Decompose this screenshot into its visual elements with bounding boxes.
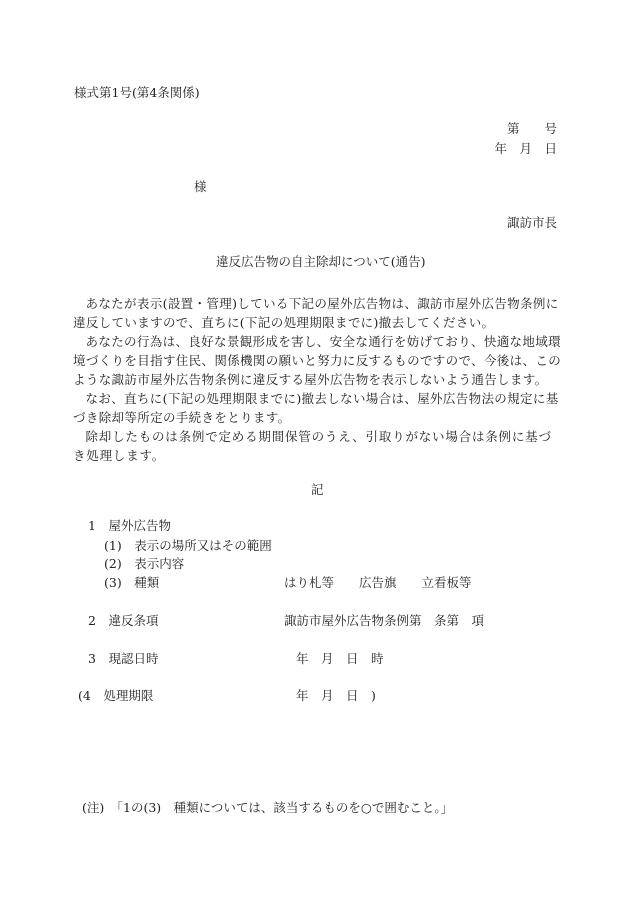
item1-label: 1 屋外広告物 [88, 518, 171, 533]
item2-value: 諏訪市屋外広告物条例第 条第 項 [284, 613, 485, 628]
item4-label: (4 処理期限 [78, 688, 154, 703]
item2-label: 2 違反条項 [88, 613, 159, 628]
form-number: 様式第1号(第4条関係) [74, 85, 200, 100]
document-title: 違反広告物の自主除却について(通告) [216, 254, 426, 269]
document-number: 第 号 [506, 121, 557, 136]
body-text [73, 294, 563, 465]
body-paragraph: あなたの行為は、良好な景観形成を害し、安全な通行を妨げており、快適な地域環境づくりを目指す住民、関係機関の願いと努力に反するものですので、今後は、このような諏訪市屋外広告物条例に違反する屋外広告物を表示しないよう通告します。 [73, 334, 562, 387]
item4-value: 年 月 日 ) [296, 688, 376, 703]
item1-sub3-options: はり札等 広告旗 立看板等 [284, 575, 472, 590]
item1-sub3: (3) 種類 [104, 575, 160, 590]
body-paragraph: なお、直ちに(下記の処理期限までに)撤去しない場合は、屋外広告物法の規定に基づき除却等所定の手続きをとります。 [73, 391, 559, 425]
body-paragraph: 除却したものは条例で定める期間保管のうえ、引取りがない場合は条例に基づき処理します。 [73, 429, 552, 463]
item3-value: 年 月 日 時 [296, 651, 384, 666]
item1-sub2: (2) 表示内容 [104, 556, 185, 571]
ki-heading: 記 [311, 482, 324, 497]
document-date: 年 月 日 [494, 141, 557, 156]
addressee-suffix: 様 [194, 179, 207, 194]
item1-sub1: (1) 表示の場所又はその範囲 [104, 538, 272, 553]
note: (注) 「1の(3) 種類については、該当するものを○で囲むこと。」 [82, 800, 454, 815]
item3-label: 3 現認日時 [88, 651, 159, 666]
body-paragraph: あなたが表示(設置・管理)している下記の屋外広告物は、諏訪市屋外広告物条例に違反していますので、直ちに(下記の処理期限までに)撤去してください。 [73, 296, 559, 330]
issuer: 諏訪市長 [506, 215, 557, 230]
